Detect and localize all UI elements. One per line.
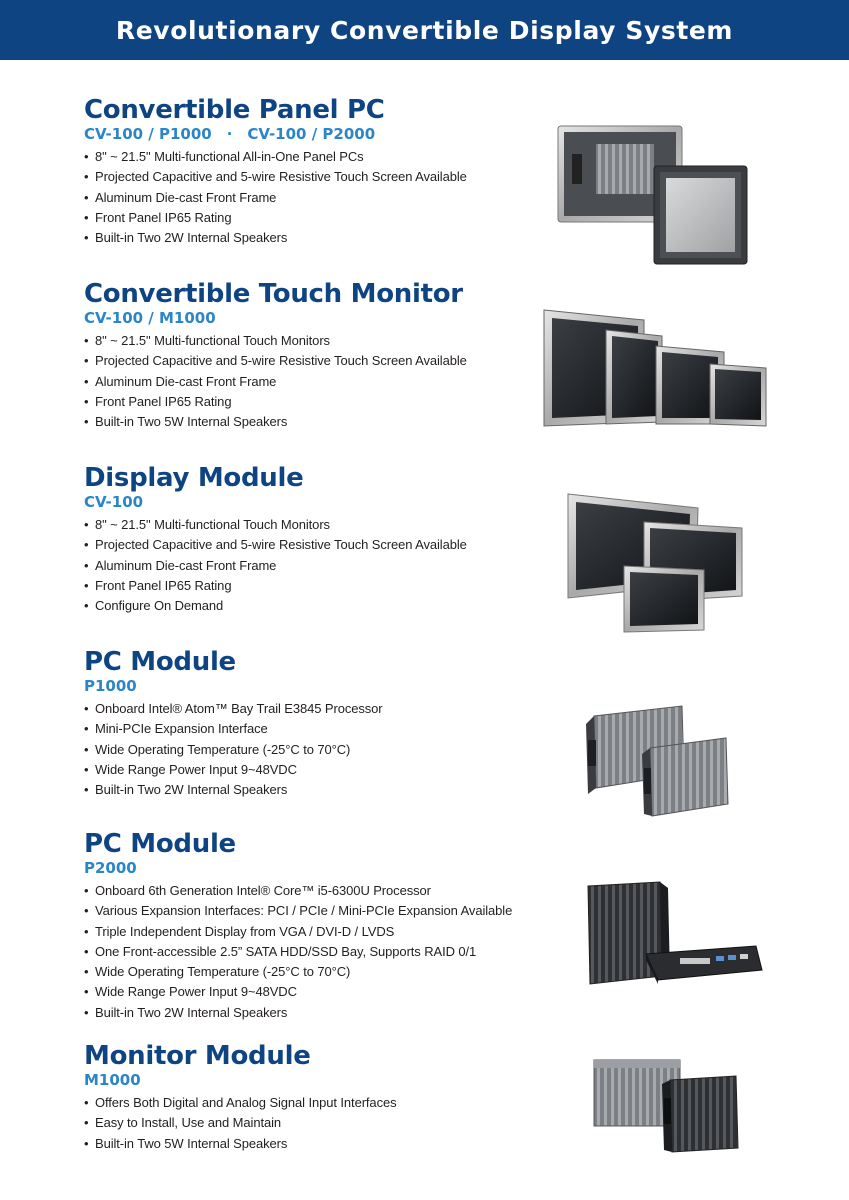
feature-item: • 8" ~ 21.5" Multi-functional Touch Monitors	[84, 331, 544, 351]
section-title: PC Module	[84, 647, 236, 677]
feature-item: • Projected Capacitive and 5-wire Resistive Touch Screen Available	[84, 351, 544, 371]
feature-list	[84, 147, 544, 248]
page-banner	[0, 0, 849, 60]
feature-item: • Mini-PCIe Expansion Interface	[84, 719, 544, 739]
section-model: P1000	[84, 677, 137, 695]
feature-item: • 8" ~ 21.5" Multi-functional All-in-One Panel PCs	[84, 147, 544, 167]
section-pc-module-p2000	[84, 829, 544, 1023]
feature-list	[84, 331, 544, 432]
feature-item: • Front Panel IP65 Rating	[84, 208, 544, 228]
touch-monitors-icon	[540, 306, 768, 428]
section-monitor-module	[84, 1041, 544, 1154]
section-title: Convertible Touch Monitor	[84, 279, 463, 309]
section-display-module	[84, 463, 544, 616]
feature-item: • Front Panel IP65 Rating	[84, 576, 544, 596]
feature-item: • Triple Independent Display from VGA / DVI-D / LVDS	[84, 922, 544, 942]
section-title: Convertible Panel PC	[84, 95, 385, 125]
feature-list	[84, 881, 544, 1023]
feature-item: • Offers Both Digital and Analog Signal Input Interfaces	[84, 1093, 544, 1113]
feature-item: • Built-in Two 2W Internal Speakers	[84, 780, 544, 800]
feature-item: • Various Expansion Interfaces: PCI / PCIe / Mini-PCIe Expansion Available	[84, 901, 544, 921]
page-title: Revolutionary Convertible Display System	[115, 15, 734, 45]
monitor-module-icon	[590, 1058, 744, 1154]
feature-list	[84, 515, 544, 616]
feature-item: • Wide Range Power Input 9~48VDC	[84, 760, 544, 780]
feature-item: • Built-in Two 5W Internal Speakers	[84, 1134, 544, 1154]
feature-item: • Configure On Demand	[84, 596, 544, 616]
pc-module-p1000-icon	[584, 702, 760, 818]
feature-item: • One Front-accessible 2.5” SATA HDD/SSD Bay, Supports RAID 0/1	[84, 942, 544, 962]
section-pc-module-p1000	[84, 647, 544, 800]
feature-list	[84, 1093, 544, 1154]
feature-item: • Wide Operating Temperature (-25°C to 70°C)	[84, 740, 544, 760]
feature-item: • Projected Capacitive and 5-wire Resistive Touch Screen Available	[84, 167, 544, 187]
feature-item: • Wide Operating Temperature (-25°C to 70°C)	[84, 962, 544, 982]
section-title: Monitor Module	[84, 1041, 311, 1071]
feature-item: • Built-in Two 2W Internal Speakers	[84, 228, 544, 248]
feature-item: • Built-in Two 2W Internal Speakers	[84, 1003, 544, 1023]
feature-item: • Aluminum Die-cast Front Frame	[84, 556, 544, 576]
feature-item: • Easy to Install, Use and Maintain	[84, 1113, 544, 1133]
section-model: CV-100	[84, 493, 144, 511]
pc-module-p2000-icon	[584, 880, 766, 988]
feature-list	[84, 699, 544, 800]
section-convertible-touch-monitor	[84, 279, 544, 432]
feature-item: • Aluminum Die-cast Front Frame	[84, 372, 544, 392]
section-model: P2000	[84, 859, 137, 877]
feature-item: • Wide Range Power Input 9~48VDC	[84, 982, 544, 1002]
feature-item: • Projected Capacitive and 5-wire Resistive Touch Screen Available	[84, 535, 544, 555]
section-model: M1000	[84, 1071, 141, 1089]
feature-item: • 8" ~ 21.5" Multi-functional Touch Monitors	[84, 515, 544, 535]
section-model: CV-100 / P1000 · CV-100 / P2000	[84, 125, 376, 143]
feature-item: • Onboard 6th Generation Intel® Core™ i5-6300U Processor	[84, 881, 544, 901]
display-modules-icon	[528, 492, 746, 634]
feature-item: • Aluminum Die-cast Front Frame	[84, 188, 544, 208]
section-model: CV-100 / M1000	[84, 309, 216, 327]
panel-pc-icon	[556, 124, 748, 266]
section-title: PC Module	[84, 829, 236, 859]
feature-item: • Front Panel IP65 Rating	[84, 392, 544, 412]
feature-item: • Onboard Intel® Atom™ Bay Trail E3845 Processor	[84, 699, 544, 719]
section-title: Display Module	[84, 463, 304, 493]
section-convertible-panel-pc	[84, 95, 544, 248]
feature-item: • Built-in Two 5W Internal Speakers	[84, 412, 544, 432]
